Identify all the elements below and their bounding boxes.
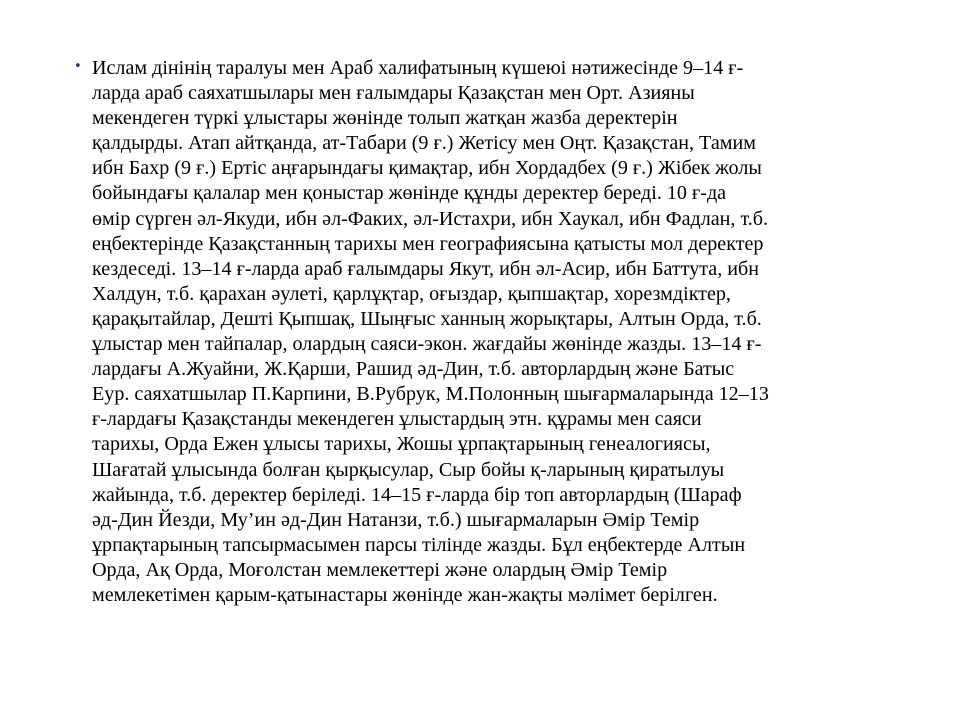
- bullet-paragraph: [74, 56, 884, 608]
- paragraph-text: Ислам дінінің таралуы мен Араб халифатының күшеюі нәтижесінде 9–14 ғ- ларда араб саяхатшылары мен ғалымдары Қазақстан мен Орт. Азияны мекендеген түркі ұлыстары жөнінде толып жатқан жазба деректерін қалдырды. Атап айтқанда, ат-Табари (9 ғ.) Жетісу мен Оңт. Қазақстан, Тамим ибн Бахр (9 ғ.) Ертіс аңғарындағы қимақтар, ибн Хордадбех (9 ғ.) Жібек жолы бойындағы қалалар мен қоныстар жөнінде құнды деректер береді. 10 ғ-да өмір сүрген әл-Якуди, ибн әл-Факих, әл-Истахри, ибн Хаукал, ибн Фадлан, т.б. еңбектерінде Қазақстанның тарихы мен географиясына қатысты мол деректер кездеседі. 13–14 ғ-ларда араб ғалымдары Якут, ибн әл-Асир, ибн Баттута, ибн Халдун, т.б. қарахан әулеті, қарлұқтар, оғыздар, қыпшақтар, хорезмдіктер, қарақытайлар, Дешті Қыпшақ, Шыңғыс ханның жорықтары, Алтын Орда, т.б. ұлыстар мен тайпалар, олардың саяси-экон. жағдайы жөнінде жазды. 13–14 ғ- лардағы А.Жуайни, Ж.Қарши, Рашид әд-Дин, т.б. авторлардың және Батыс Еур. саяхатшылар П.Карпини, В.Рубрук, М.Полонның шығармаларында 12–13 ғ-лардағы Қазақстанды мекендеген ұлыстардың этн. құрамы мен саяси тарихы, Орда Ежен ұлысы тарихы, Жошы ұрпақтарының генеалогиясы, Шағатай ұлысында болған қырқысулар, Сыр бойы қ-ларының қиратылуы жайында, т.б. деректер беріледі. 14–15 ғ-ларда бір топ авторлардың (Шараф әд-Дин Йезди, Му’ин әд-Дин Натанзи, т.б.) шығармаларын Әмір Темір ұрпақтарының тапсырмасымен парсы тілінде жазды. Бұл еңбектерде Алтын Орда, Ақ Орда, Моғолстан мемлекеттері және олардың Әмір Темір мемлекетімен қарым-қатынастары жөнінде жан-жақты мәлімет берілген.: [92, 57, 769, 606]
- bullet-point-icon: •: [74, 59, 82, 74]
